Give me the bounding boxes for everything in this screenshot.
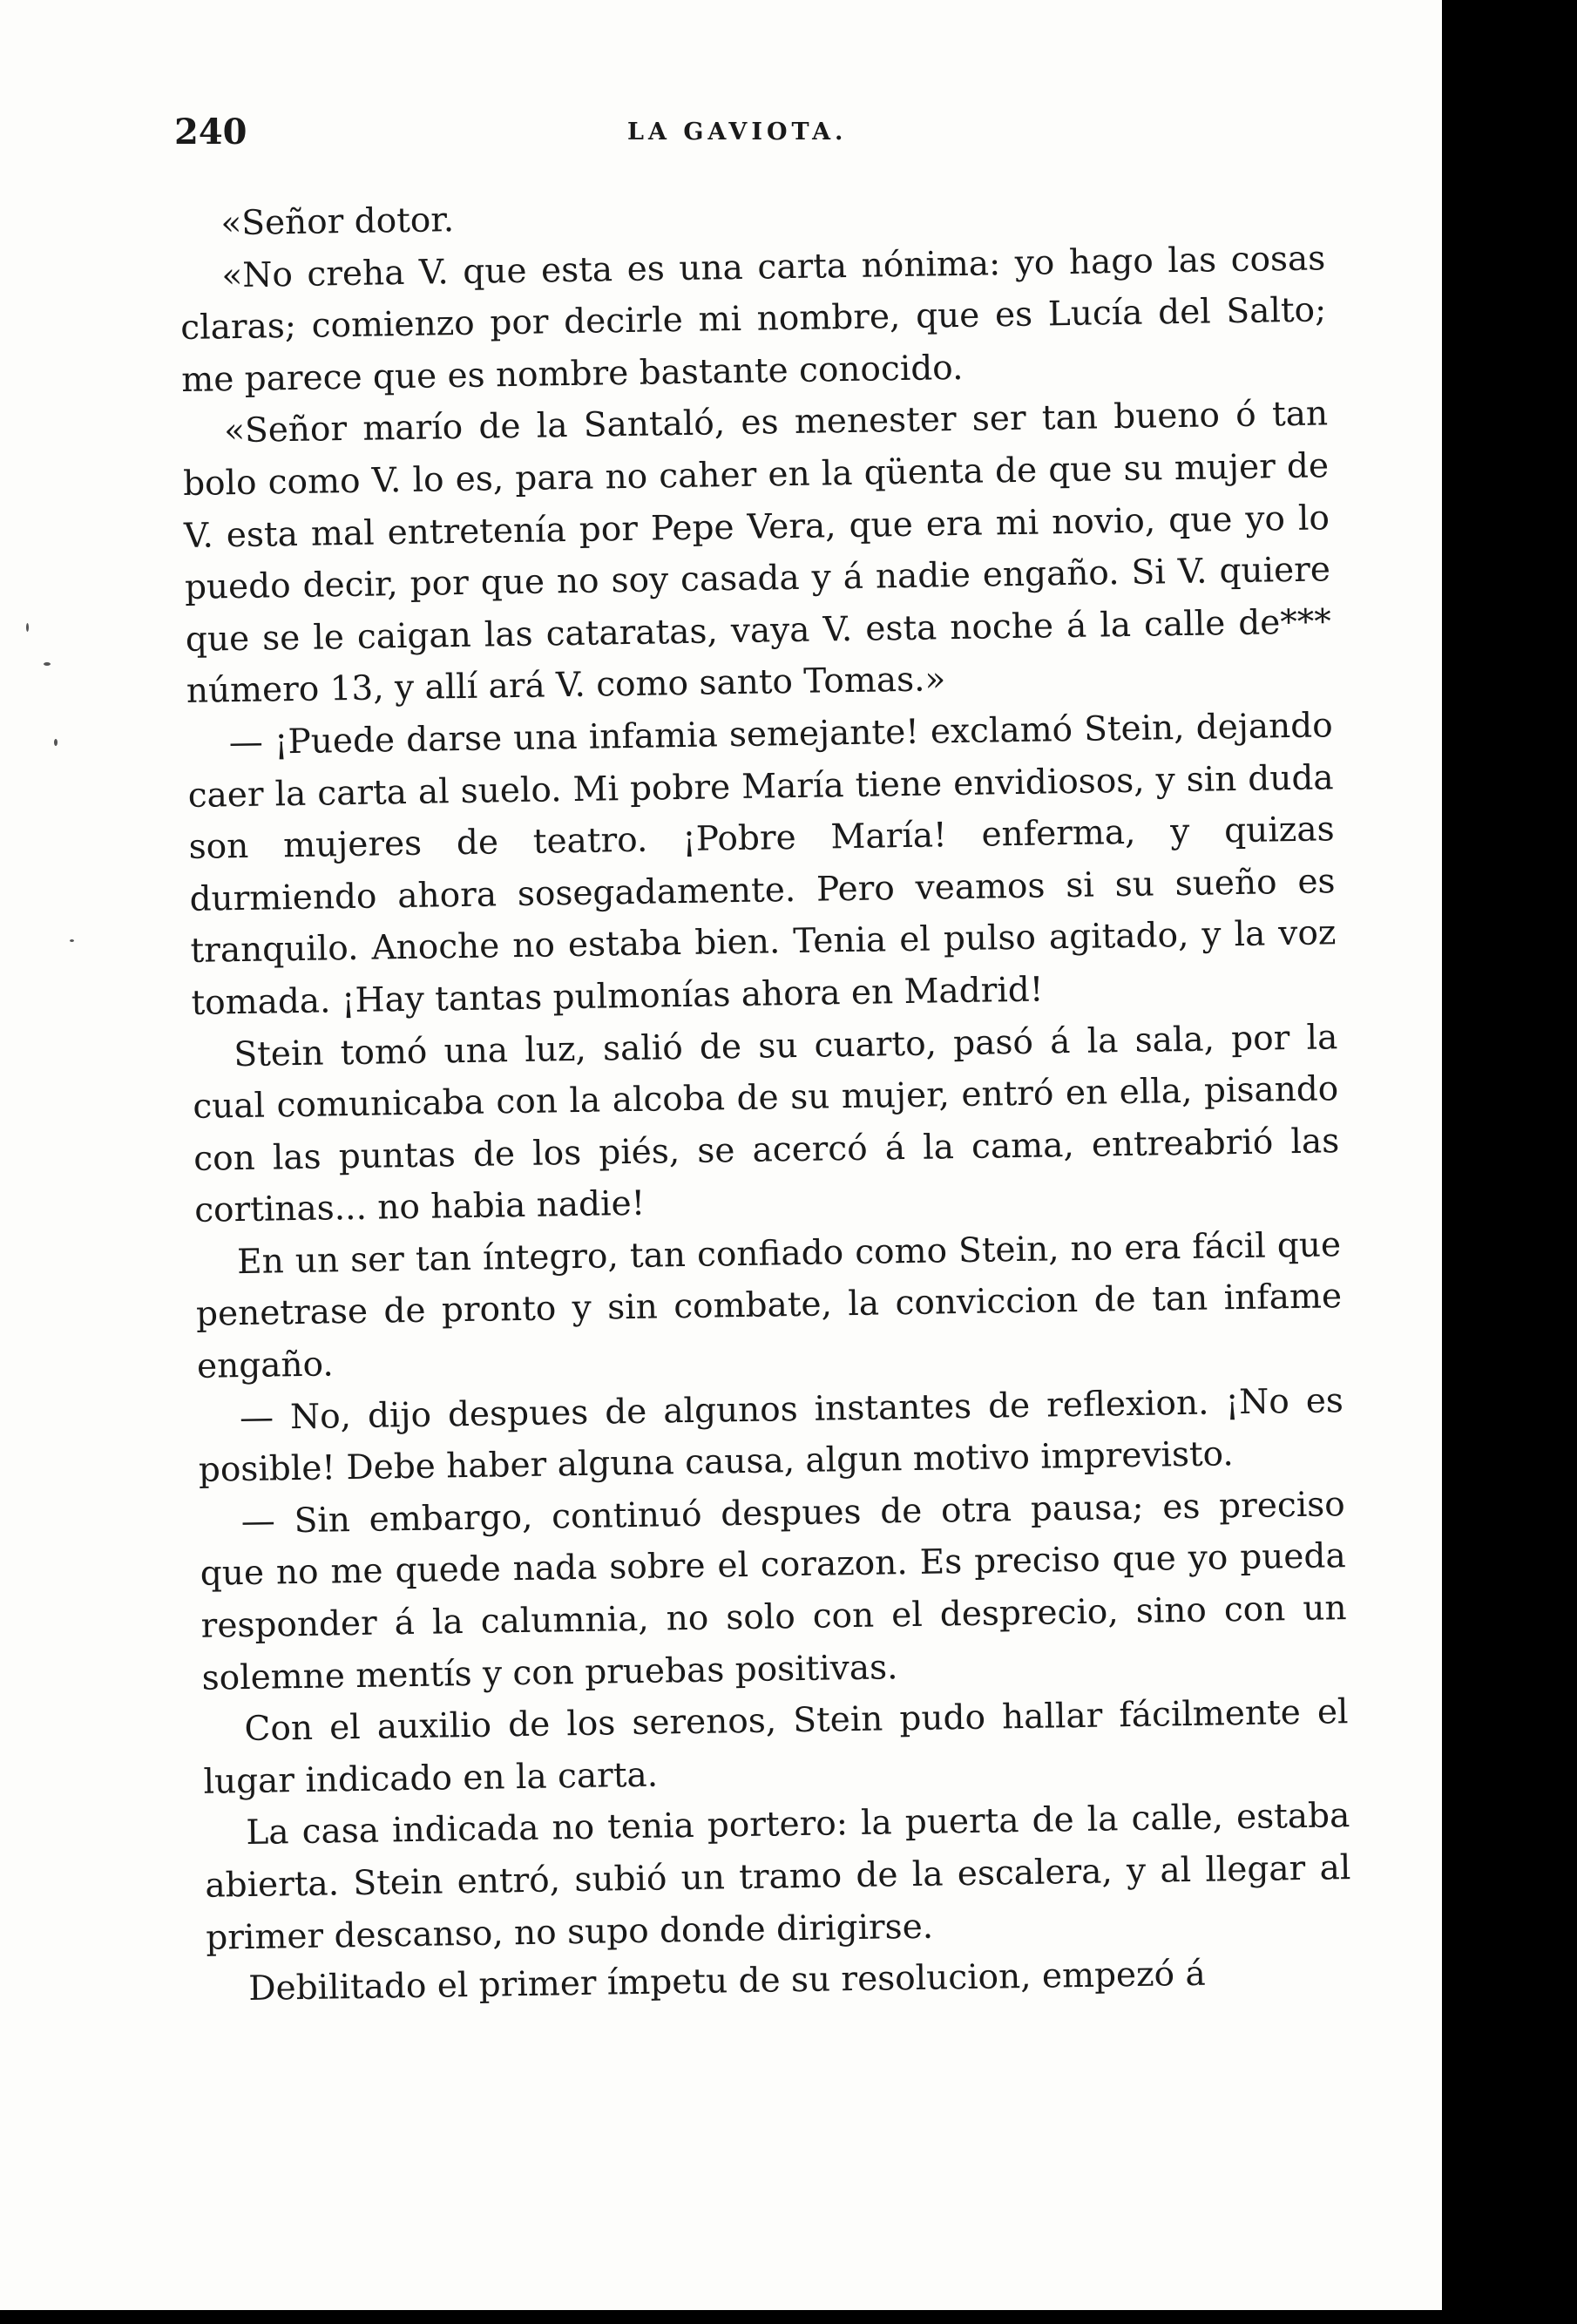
paragraph-integrity: En un ser tan íntegro, tan confiado como Stein, no era fácil que penetrase de pronto y sin combate, la conviccion de tan infame engaño.: [195, 1225, 1343, 1386]
paragraph-stein-exclaims: — ¡Puede darse una infamia semejante! exclamó Stein, dejando caer la carta al suelo. Mi pobre María tiene envidiosos, y sin duda son mujeres de teatro. ¡Pobre María! enferma, y quizas durmiendo ahora sosegadamente. Pero veamos si su sueño es tranquilo. Anoche no estaba bien. Tenia el pulso agitado, y la voz tomada. ¡Hay tantas pulmonías ahora en Madrid!: [187, 706, 1337, 1023]
paragraph-letter-2: «Señor marío de la Santaló, es menester ser tan bueno ó tan bolo como V. lo es, para no caher en la qüenta de que su mujer de V. esta mal entretenía por Pepe Vera, que era mi novio, que yo lo puedo decir, por que no soy casada y á nadie engaño. Si V. quiere que se le caigan las cataratas, vaya V. esta noche á la calle de*** número 13, y allí ará V. como santo Tomas.»: [182, 394, 1332, 712]
paragraph-casa: La casa indicada no tenia portero: la puerta de la calle, estaba abierta. Stein entró, subió un tramo de la escalera, y al llegar al primer descanso, no supo donde dirigirse.: [205, 1796, 1351, 1958]
paragraph-sin-embargo: — Sin embargo, continuó despues de otra pausa; es preciso que no me quede nada sobre el corazon. Es preciso que yo pueda responder á la calumnia, no solo con el desprecio, sino con un solemne mentís y con pruebas positivas.: [200, 1485, 1347, 1698]
body-text: [179, 180, 1353, 2016]
scan-border-bottom: [0, 2310, 1577, 2324]
running-title: LA GAVIOTA.: [627, 119, 848, 146]
paragraph-stein-alcove: Stein tomó una luz, salió de su cuarto, pasó á la sala, por la cual comunicaba con la alcoba de su mujer, entró en ella, pisando con las puntas de los piés, se acercó á la cama, entreabrió las cortinas... no habia nadie!: [193, 1017, 1340, 1231]
paragraph-serenos: Con el auxilio de los serenos, Stein pudo hallar fácilmente el lugar indicado en la carta.: [203, 1692, 1349, 1802]
scan-border-right: [1442, 0, 1577, 2324]
running-head: [174, 112, 1320, 164]
paragraph-reflexion: — No, dijo despues de algunos instantes de reflexion. ¡No es posible! Debe haber alguna causa, algun motivo imprevisto.: [198, 1380, 1344, 1491]
paragraph-salutation: «Señor dotor.: [220, 200, 455, 244]
paragraph-letter-1: «No creha V. que esta es una carta nónima: yo hago las cosas claras; comienzo por decirle mi nombre, que es Lucía del Salto; me parece que es nombre bastante conocido.: [179, 238, 1327, 400]
page-number: 240: [174, 112, 247, 152]
paragraph-debilitado: Debilitado el primer ímpetu de su resolucion, empezó á: [247, 1954, 1207, 2009]
